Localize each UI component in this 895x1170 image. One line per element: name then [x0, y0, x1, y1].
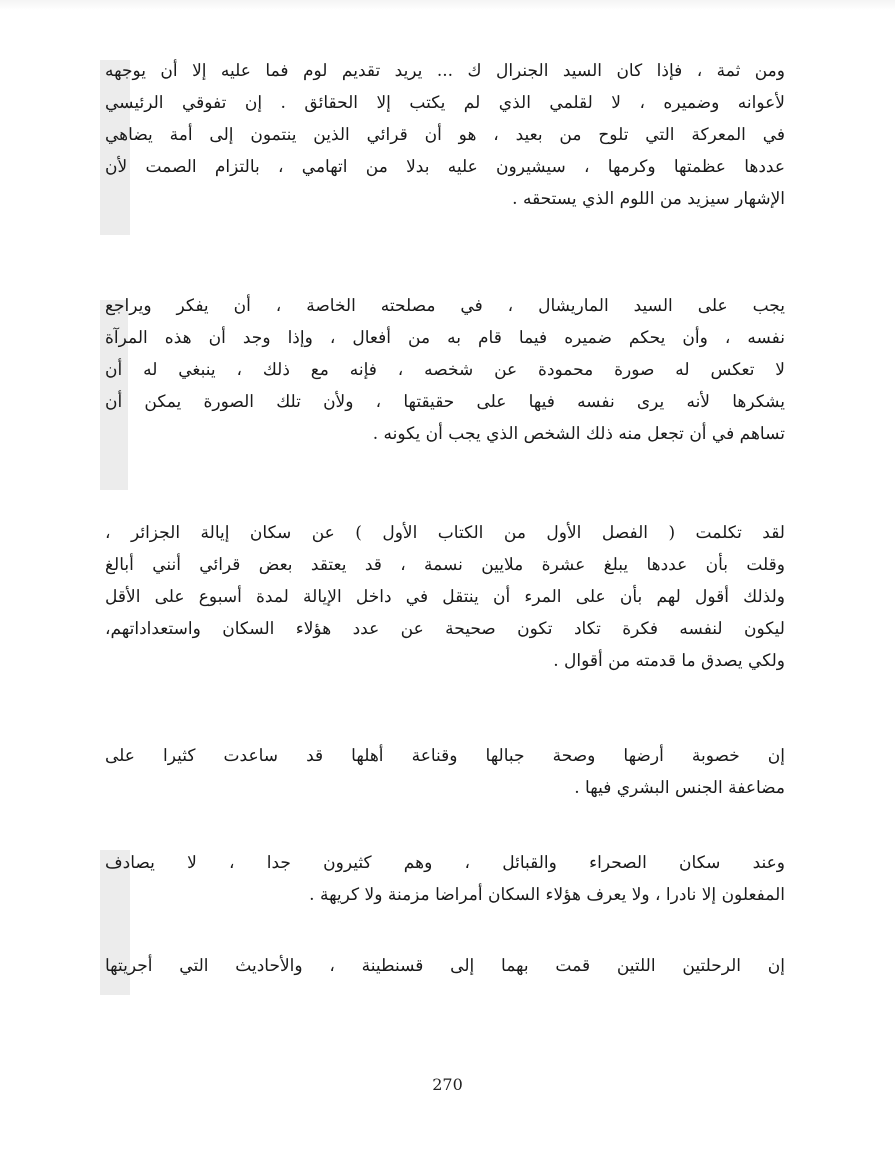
text-line: يشكرها لأنه يرى نفسه فيها على حقيقتها ، ولأن تلك الصورة يمكن أن: [105, 392, 785, 412]
text-line: تساهم في أن تجعل منه ذلك الشخص الذي يجب أن يكونه .: [372, 424, 785, 444]
text-line: في المعركة التي تلوح من بعيد ، هو أن قرائي الذين ينتمون إلى أمة يضاهي: [105, 125, 785, 145]
text-line: لقد تكلمت ( الفصل الأول من الكتاب الأول ) عن سكان إيالة الجزائر ،: [105, 523, 785, 543]
paragraph-6: [105, 950, 785, 982]
paragraph-5: [105, 847, 785, 911]
text-line: مضاعفة الجنس البشري فيها .: [574, 778, 785, 798]
text-line: ولذلك أقول لهم بأن على المرء أن ينتقل في داخل الإيالة لمدة أسبوع على الأقل: [105, 587, 785, 607]
text-line: لأعوانه وضميره ، لا لقلمي الذي لم يكتب إلا الحقائق . إن تفوقي الرئيسي: [105, 93, 785, 113]
page-top-edge: [0, 0, 895, 10]
text-line: ليكون لنفسه فكرة تكاد تكون صحيحة عن عدد هؤلاء السكان واستعداداتهم،: [105, 619, 785, 639]
text-line: إن الرحلتين اللتين قمت بهما إلى قسنطينة ، والأحاديث التي أجريتها: [105, 956, 785, 976]
page-number: 270: [432, 1075, 463, 1094]
text-line: وقلت بأن عددها يبلغ عشرة ملايين نسمة ، قد يعتقد بعض قرائي أنني أبالغ: [105, 555, 785, 575]
text-line: المفعلون إلا نادرا ، ولا يعرف هؤلاء السكان أمراضا مزمنة ولا كريهة .: [309, 885, 785, 905]
text-line: الإشهار سيزيد من اللوم الذي يستحقه .: [512, 189, 785, 209]
paragraph-4: [105, 740, 785, 804]
text-line: ولكي يصدق ما قدمته من أقوال .: [553, 651, 785, 671]
text-line: لا تعكس له صورة محمودة عن شخصه ، فإنه مع ذلك ، ينبغي له أن: [105, 360, 785, 380]
text-line: عددها عظمتها وكرمها ، سيشيرون عليه بدلا من اتهامي ، بالتزام الصمت لأن: [105, 157, 785, 177]
text-line: يجب على السيد الماريشال ، في مصلحته الخاصة ، أن يفكر ويراجع: [105, 296, 785, 316]
text-line: ومن ثمة ، فإذا كان السيد الجنرال ك ... يريد تقديم لوم فما عليه إلا أن يوجهه: [105, 61, 785, 81]
paragraph-2: [105, 290, 785, 450]
paragraph-1: [105, 55, 785, 215]
text-line: إن خصوبة أرضها وصحة جبالها وقناعة أهلها قد ساعدت كثيرا على: [105, 746, 785, 766]
text-line: وعند سكان الصحراء والقبائل ، وهم كثيرون جدا ، لا يصادف: [105, 853, 785, 873]
paragraph-3: [105, 517, 785, 677]
text-line: نفسه ، وأن يحكم ضميره فيما قام به من أفعال ، وإذا وجد أن هذه المرآة: [105, 328, 785, 348]
